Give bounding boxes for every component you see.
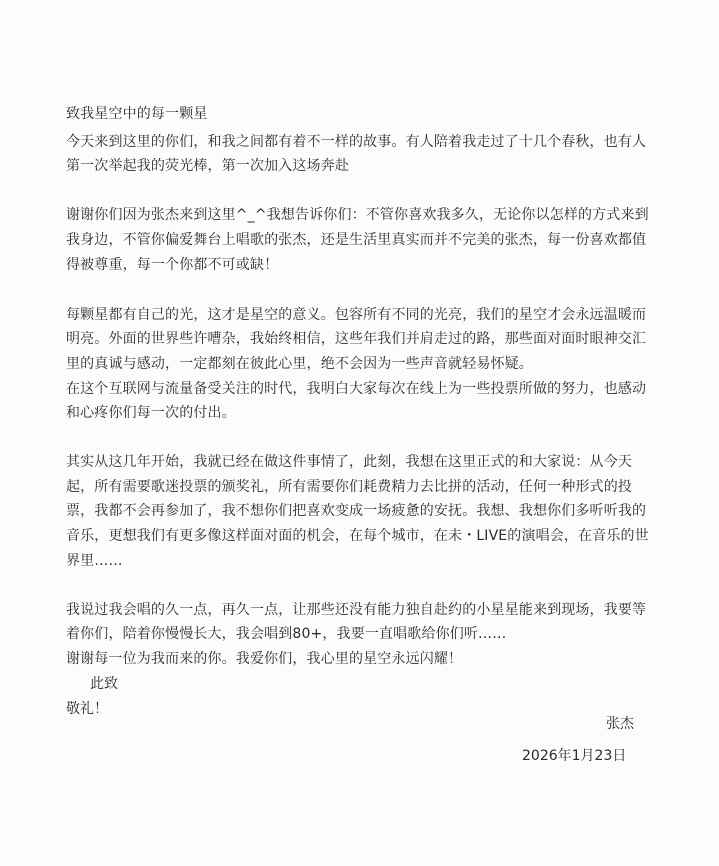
closing-line-2: 敬礼！ <box>66 701 108 717</box>
closing-line-1: 此致 <box>90 676 118 692</box>
paragraph-4-line-5: 界里…… <box>66 553 123 569</box>
paragraph-2-line-2: 我身边，不管你偏爱舞台上唱歌的张杰，还是生活里真实而并不完美的张杰，每一份喜欢都值 <box>66 232 647 248</box>
paragraph-4-line-4: 音乐，更想我们有更多像这样面对面的机会，在每个城市，在未・LIVE的演唱会，在音乐的世 <box>66 528 649 544</box>
paragraph-3-line-5: 和心疼你们每一次的付出。 <box>66 405 236 421</box>
paragraph-3-line-1: 每颗星都有自己的光，这才是星空的意义。包容所有不同的光亮，我们的星空才会永远温暖而 <box>66 307 647 323</box>
signature-name: 张杰 <box>606 716 634 732</box>
letter-date: 2026年1月23日 <box>522 748 627 764</box>
paragraph-2-line-3: 得被尊重，每一个你都不可或缺！ <box>66 257 279 273</box>
paragraph-5-line-1: 我说过我会唱的久一点，再久一点，让那些还没有能力独自赴约的小星星能来到现场，我要等 <box>66 602 647 618</box>
paragraph-2-line-1: 谢谢你们因为张杰来到这里^_^我想告诉你们：不管你喜欢我多久，无论你以怎样的方式来到 <box>66 207 649 223</box>
paragraph-3-line-2: 明亮。外面的世界些许嘈杂，我始终相信，这些年我们并肩走过的路，那些面对面时眼神交汇 <box>66 331 647 347</box>
letter-salutation: 致我星空中的每一颗星 <box>66 106 208 122</box>
paragraph-5-line-3: 谢谢每一位为我而来的你。我爱你们，我心里的星空永远闪耀！ <box>66 651 463 667</box>
paragraph-4-line-1: 其实从这几年开始，我就已经在做这件事情了，此刻，我想在这里正式的和大家说：从今天 <box>66 454 632 470</box>
paragraph-1-line-1: 今天来到这里的你们，和我之间都有着不一样的故事。有人陪着我走过了十几个春秋，也有人 <box>66 134 647 150</box>
paragraph-3-line-3: 里的真诚与感动，一定都刻在彼此心里，绝不会因为一些声音就轻易怀疑。 <box>66 356 533 372</box>
paragraph-4-line-3: 票，我都不会再参加了，我不想你们把喜欢变成一场疲惫的安抚。我想、我想你们多听听我的 <box>66 503 647 519</box>
paragraph-5-line-2: 着你们，陪着你慢慢长大，我会唱到80+，我要一直唱歌给你们听…… <box>66 626 507 642</box>
paragraph-4-line-2: 起，所有需要歌迷投票的颁奖礼，所有需要你们耗费精力去比拼的活动，任何一种形式的投 <box>66 479 632 495</box>
paragraph-1-line-2: 第一次举起我的荧光棒，第一次加入这场奔赴 <box>66 158 349 174</box>
paragraph-3-line-4: 在这个互联网与流量备受关注的时代，我明白大家每次在线上为一些投票所做的努力，也感动 <box>66 381 647 397</box>
